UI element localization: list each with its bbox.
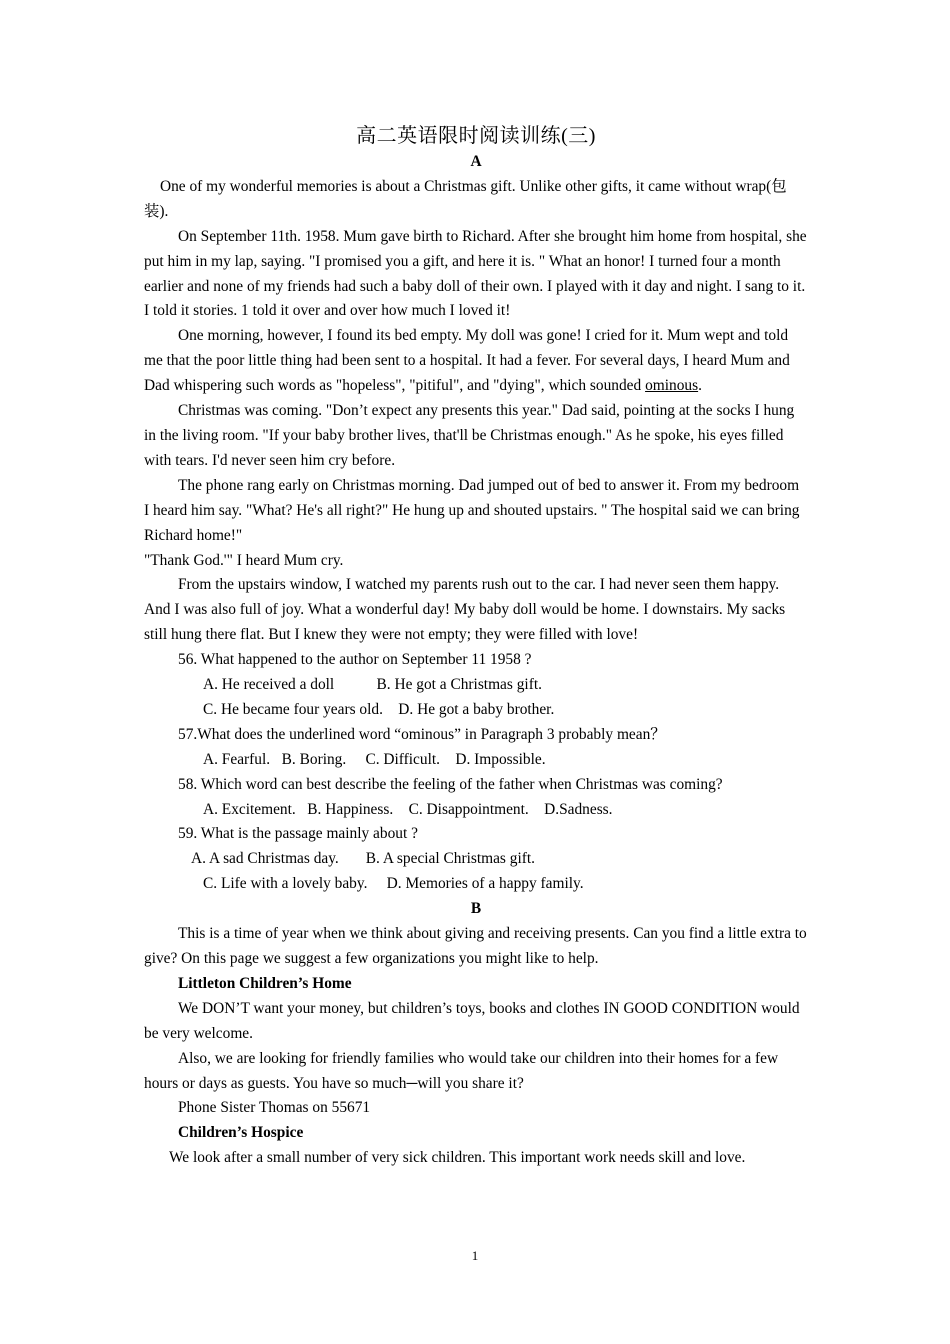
paragraph-a5: The phone rang early on Christmas morning. Dad jumped out of bed to answer it. From my bedroom I heard him say. "What? He's all right?" He hung up and shouted upstairs. " The hospital said we can bring Richard home!" <box>144 476 800 544</box>
org-2-name: Children’s Hospice <box>178 1124 304 1142</box>
org-2-paragraph-1: We look after a small number of very sick children. This important work needs skill and love. <box>169 1149 746 1167</box>
org-1-paragraph-2: Also, we are looking for friendly families who would take our children into their homes for a few hours or days as guests. You have so much─will you share it? <box>144 1049 779 1092</box>
paragraph-a2: On September 11th. 1958. Mum gave birth to Richard. After she brought him home from hospital, she put him in my lap, saying. "I promised you a gift, and here it is. " What an honor! I turned four a month earlier and none of my friends had such a baby doll of their own. I played with it day and night. I sang to it. I told it stories. 1 told it over and over how much I loved it! <box>144 227 807 320</box>
page-content <box>144 122 808 1171</box>
paragraph-a3: One morning, however, I found its bed empty. My doll was gone! I cried for it. Mum wept and told me that the poor little thing had been sent to a hospital. It had a fever. For several days, I heard Mum and Dad whispering such words as "hopeless", "pitiful", and "dying", which sounded ominous. <box>144 327 790 395</box>
section-b-heading: B <box>470 900 482 918</box>
question-56-options-2: C. He became four years old. D. He got a baby brother. <box>203 700 555 718</box>
paragraph-a4: Christmas was coming. "Don’t expect any presents this year." Dad said, pointing at the socks I hung in the living room. "If your baby brother lives, that'll be Christmas enough." As he spoke, his eyes filled with tears. I'd never seen him cry before. <box>144 402 795 469</box>
question-58-stem: 58. Which word can best describe the feeling of the father when Christmas was coming? <box>178 775 723 793</box>
question-59-options-1: A. A sad Christmas day. B. A special Christmas gift. <box>191 850 535 868</box>
org-1-paragraph-1: We DON’T want your money, but children’s toys, books and clothes IN GOOD CONDITION would be very welcome. <box>144 999 800 1042</box>
org-1-name: Littleton Children’s Home <box>178 974 352 992</box>
question-57-stem: 57.What does the underlined word “ominous” in Paragraph 3 probably mean？ <box>178 725 666 743</box>
section-b-intro: This is a time of year when we think about giving and receiving presents. Can you find a little extra to give? On this page we suggest a few organizations you might like to help. <box>144 925 807 967</box>
paragraph-a1: One of my wonderful memories is about a Christmas gift. Unlike other gifts, it came without wrap(包装). <box>144 177 787 220</box>
page-title: 高二英语限时阅读训练(三) <box>356 125 596 147</box>
paragraph-a6: "Thank God.'" I heard Mum cry. <box>144 551 344 569</box>
question-58-options: A. Excitement. B. Happiness. C. Disappointment. D.Sadness. <box>203 800 613 818</box>
section-a-heading: A <box>470 153 482 170</box>
question-57-options: A. Fearful. B. Boring. C. Difficult. D. Impossible. <box>203 750 546 768</box>
org-1-phone: Phone Sister Thomas on 55671 <box>178 1099 371 1117</box>
paragraph-a7: From the upstairs window, I watched my parents rush out to the car. I had never seen them happy. And I was also full of joy. What a wonderful day! My baby doll would be home. I downstairs. My sacks still hung there flat. But I knew they were not empty; they were filled with love! <box>144 576 786 644</box>
question-56-options-1: A. He received a doll B. He got a Christmas gift. <box>203 676 542 694</box>
question-59-stem: 59. What is the passage mainly about ? <box>178 825 418 843</box>
question-59-options-2: C. Life with a lovely baby. D. Memories of a happy family. <box>203 875 584 893</box>
page-number: 1 <box>471 1248 479 1263</box>
question-56-stem: 56. What happened to the author on September 11 1958 ? <box>178 651 532 669</box>
underlined-word-ominous: ominous <box>645 377 699 395</box>
